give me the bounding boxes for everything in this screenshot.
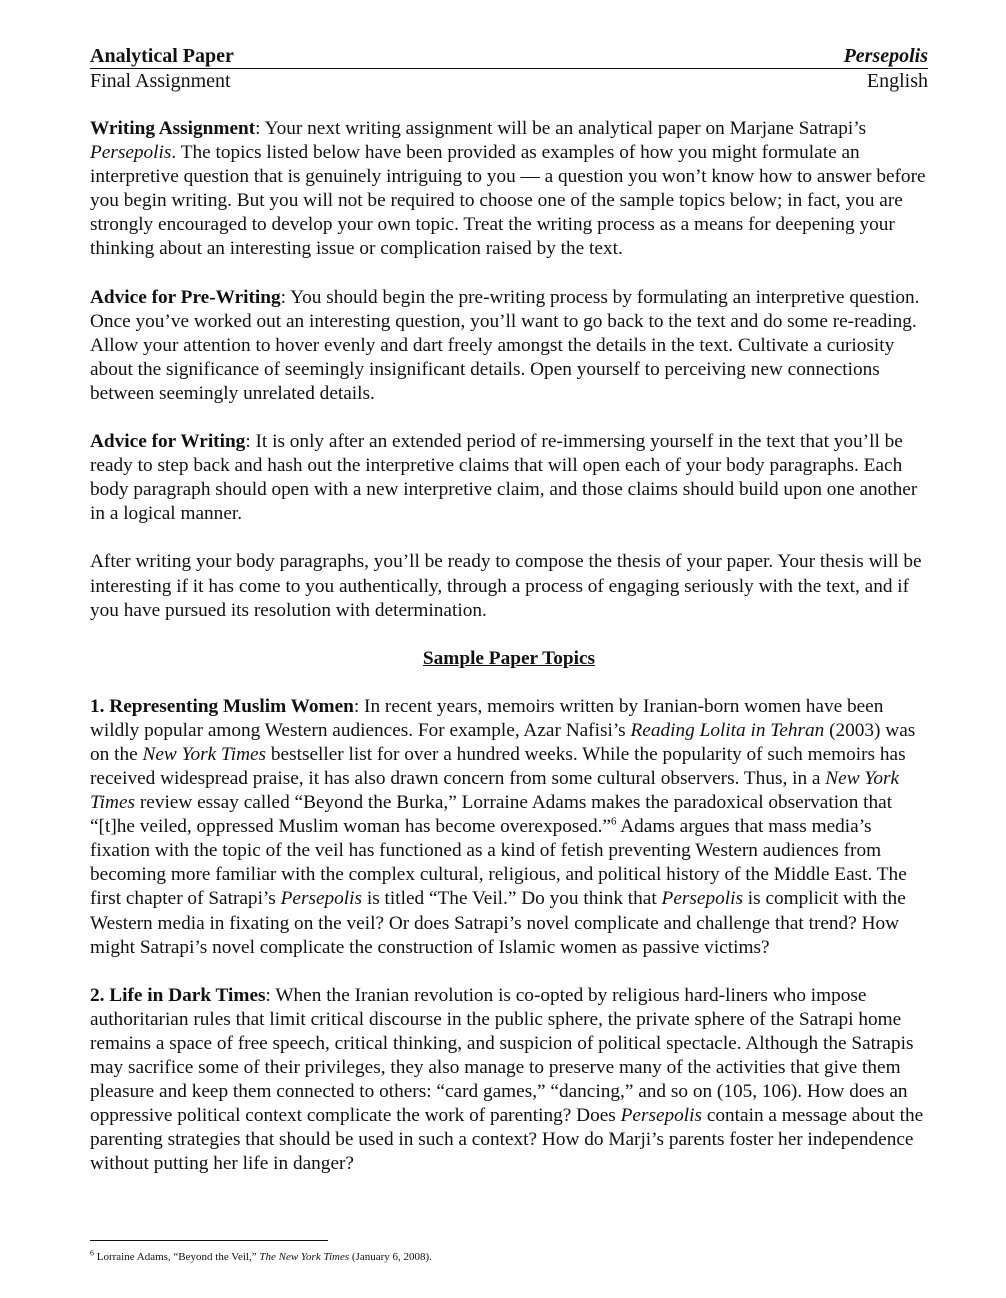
prewriting-paragraph <box>90 286 928 406</box>
italic-text: Persepolis <box>280 888 363 910</box>
writing-assignment-paragraph <box>90 117 928 262</box>
writing-advice-label: Advice for Writing <box>90 431 246 453</box>
header-left-title: Analytical Paper <box>90 45 234 67</box>
header-row-1 <box>90 44 928 69</box>
thesis-paragraph: After writing your body paragraphs, you’ll be ready to compose the thesis of your paper. Your thesis will be interesting if it has come to you authentically, through a process of engaging seriously with the text, and if you have pursued its resolution with determination. <box>90 551 922 621</box>
italic-text: Persepolis <box>661 888 743 910</box>
text: Adams argues that mass media’s fixation with the topic of the veil has functioned as a kind of fetish preventing Western audiences from becoming more familiar with the complex cultural, religious, and political history of the Middle East. The first chapter of Satrapi’s <box>90 816 907 910</box>
topic-1-label: 1. Representing Muslim Women <box>90 695 354 717</box>
text: : It is only after an extended period of re-immersing yourself in the text that you’ll be ready to step back and hash out the interpretive claims that will open each of your body paragraphs. Each body paragraph should open with a new interpretive claim, and those claims should build upon one another in a logical manner. <box>90 431 918 525</box>
italic-text: The New York Times <box>259 1251 350 1263</box>
text: review essay called “Beyond the Burka,” Lorraine Adams makes the paradoxical observation that “[t]he veiled, oppressed Muslim woman has become overexposed.” <box>90 792 893 838</box>
text: contain a message about the parenting strategies that should be used in such a context? How do Marji’s parents foster her independence without putting her life in danger? <box>90 1105 924 1175</box>
text: bestseller list for over a hundred weeks. While the popularity of such memoirs has received widespread praise, it has also drawn concern from some cultural observers. Thus, in a <box>90 743 906 789</box>
topic-2-label: 2. Life in Dark Times <box>90 984 266 1006</box>
italic-text: Reading Lolita in Tehran <box>630 719 825 741</box>
topic-2-paragraph <box>90 984 928 1177</box>
text: is complicit with the Western media in fixating on the veil? Or does Satrapi’s novel complicate and challenge that trend? How might Satrapi’s novel complicate the construction of Islamic women as passive victims? <box>90 888 906 958</box>
header-left-sub: Final Assignment <box>90 70 231 92</box>
italic-text: Persepolis <box>620 1105 703 1127</box>
footnote <box>90 1250 432 1264</box>
header-row-2 <box>90 69 928 93</box>
header-right-title: Persepolis <box>843 45 928 67</box>
topic-1-paragraph <box>90 695 928 960</box>
text: : You should begin the pre-writing process by formulating an interpretive question. Once you’ve worked out an interesting question, you’ll want to go back to the text and do some re-reading. Allow your attention to hover evenly and dart freely amongst the details in the text. Cultivate a curiosity about the significance of seemingly insignificant details. Open yourself to perceiving new connections between seemingly unrelated details. <box>90 286 920 404</box>
text: is titled “The Veil.” Do you think that <box>362 888 662 910</box>
text: : Your next writing assignment will be an analytical paper on Marjane Satrapi’s <box>255 118 867 139</box>
footnote-divider <box>90 1240 328 1241</box>
topics-heading: Sample Paper Topics <box>422 647 596 669</box>
italic-text: Persepolis <box>90 142 172 164</box>
text: (January 6, 2008). <box>349 1251 432 1263</box>
footnote-ref: 6 <box>610 815 617 828</box>
italic-text: New York Times <box>90 767 900 814</box>
text: : When the Iranian revolution is co-opted by religious hard-liners who impose authoritarian rules that limit critical discourse in the public sphere, the private sphere of the Satrapi home remains a space of free speech, critical thinking, and suspicion of political spectacle. Although the Satrapis may sacrifice some of their privileges, they also manage to preserve many of the activities that give them pleasure and keep them connected to others: “card games,” “dancing,” and so on (105, 106). How does an oppressive political context complicate the work of parenting? Does <box>90 984 914 1127</box>
italic-text: New York Times <box>142 743 267 765</box>
text: . The topics listed below have been provided as examples of how you might formulate an interpretive question that is genuinely intriguing to you — a question you won’t know how to answer before you begin writing. But you will not be required to choose one of the sample topics below; in fact, you are strongly encouraged to develop your own topic. Treat the writing process as a means for deepening your thinking about an interesting issue or complication raised by the text. <box>90 142 926 260</box>
prewriting-label: Advice for Pre-Writing <box>90 286 281 308</box>
writing-advice-paragraph <box>90 430 928 526</box>
header-right-sub: English <box>866 70 928 92</box>
writing-assignment-label: Writing Assignment <box>90 118 256 139</box>
text: : In recent years, memoirs written by Iranian-born women have been wildly popular among Western audiences. For example, Azar Nafisi’s <box>90 695 884 741</box>
document-page <box>90 44 928 1176</box>
text: (2003) was on the <box>90 719 916 765</box>
text: Lorraine Adams, “Beyond the Veil,” <box>94 1251 260 1263</box>
footnote-number: 6 <box>90 1248 94 1258</box>
